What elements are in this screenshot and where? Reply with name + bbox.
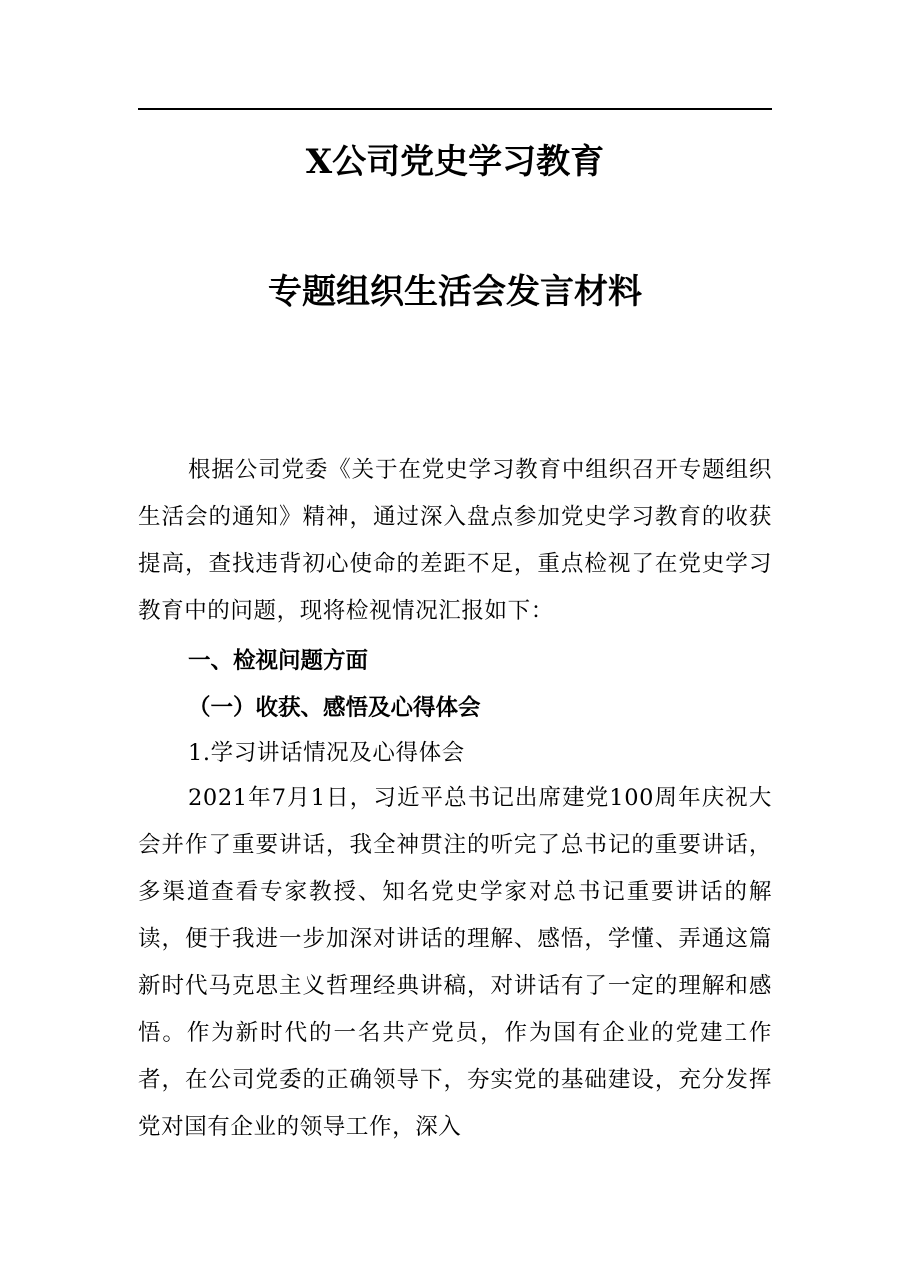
header-rule [138, 108, 772, 110]
document-title-line-1: X公司党史学习教育 [305, 142, 605, 182]
body-paragraph: 2021年7月1日，习近平总书记出席建党100周年庆祝大会并作了重要讲话，我全神贯注的听完了总书记的重要讲话，多渠道查看专家教授、知名党史学家对总书记重要讲话的解读，便于我进一步加深对讲话的理解、感悟，学懂、弄通这篇新时代马克思主义哲理经典讲稿，对讲话有了一定的理解和感悟。作为新时代的一名共产党员，作为国有企业的党建工作者，在公司党委的正确领导下，夯实党的基础建设，充分发挥党对国有企业的领导工作，深入 [138, 785, 772, 1140]
item-heading: 1.学习讲话情况及心得体会 [188, 740, 465, 766]
document-title-line-2: 专题组织生活会发言材料 [268, 272, 642, 312]
intro-paragraph: 根据公司党委《关于在党史学习教育中组织召开专题组织生活会的通知》精神，通过深入盘点参加党史学习教育的收获提高，查找违背初心使命的差距不足，重点检视了在党史学习教育中的问题，现将检视情况汇报如下： [138, 457, 772, 624]
subsection-heading: （一）收获、感悟及心得体会 [188, 695, 481, 721]
section-heading: 一、检视问题方面 [188, 648, 369, 674]
